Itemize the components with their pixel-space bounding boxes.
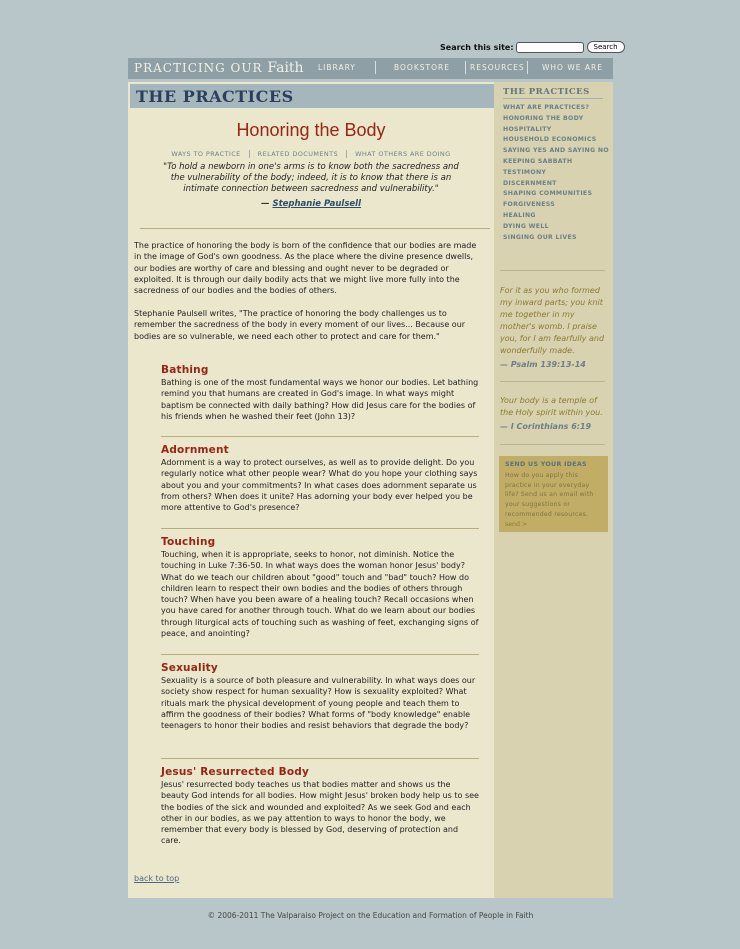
sidebar bbox=[494, 82, 613, 898]
back-to-top-link[interactable]: back to top bbox=[134, 874, 180, 883]
practices-list bbox=[503, 103, 609, 243]
page-title: Honoring the Body bbox=[236, 120, 386, 140]
sidebar-item-forgiveness[interactable]: FORGIVENESS bbox=[503, 201, 555, 209]
send-ideas-box bbox=[499, 456, 608, 532]
subnav-ways-to-practice[interactable]: WAYS TO PRACTICE bbox=[171, 150, 241, 158]
divider bbox=[161, 528, 479, 529]
footer-copyright: © 2006-2011 The Valparaiso Project on the Education and Formation of People in Faith bbox=[207, 911, 534, 920]
scripture-reference: — I Corinthians 6:19 bbox=[500, 422, 592, 431]
practice-section-resurrected-body bbox=[161, 766, 479, 847]
banner-title: THE PRACTICES bbox=[136, 87, 294, 106]
site-logo[interactable] bbox=[134, 60, 304, 76]
practice-section-touching bbox=[161, 536, 479, 639]
quote-author-link[interactable]: Stephanie Paulsell bbox=[272, 199, 362, 209]
ideas-heading: SEND US YOUR IDEAS bbox=[505, 461, 587, 468]
site-search bbox=[440, 40, 618, 54]
nav-bookstore[interactable]: BOOKSTORE bbox=[394, 63, 450, 72]
intro-paragraph: Stephanie Paulsell writes, "The practice of honoring the body challenges us to remember the sacredness of the body in every moment of our lives... Because our bodies are so vulnerable, we need each other to protect and care for them." bbox=[134, 309, 466, 341]
section-body: Bathing is one of the most fundamental ways we honor our bodies. Let bathing remind you that humans are created in God's image. In what ways might baptism be connected with daily bathing? How did Jesus care for the bodies of his friends when he washed their feet (John 13)? bbox=[161, 378, 479, 421]
send-link[interactable]: send > bbox=[505, 521, 528, 528]
section-body: Sexuality is a source of both pleasure and vulnerability. In what ways does our society show respect for human sexuality? How is sexuality exploited? What rituals mark the physical development of young people and teach them to affirm the goodness of their bodies? What forms of "body knowledge" enable teenagers to honor their bodies and resist behaviors that degrade the body? bbox=[161, 676, 476, 731]
sidebar-item-household-economics[interactable]: HOUSEHOLD ECONOMICS bbox=[503, 136, 597, 144]
sidebar-divider bbox=[500, 381, 605, 382]
search-button[interactable]: Search bbox=[587, 41, 625, 53]
sub-nav bbox=[128, 150, 494, 158]
section-banner bbox=[130, 84, 494, 108]
epigraph-quote: "To hold a newborn in one's arms is to know both the sacredness and the vulnerability of the body; indeed, it is to know that there is an intimate connection between sacredness and vulnerability." bbox=[163, 162, 459, 194]
sidebar-item-honoring-the-body[interactable]: HONORING THE BODY bbox=[503, 114, 584, 122]
sidebar-item-dying-well[interactable]: DYING WELL bbox=[503, 222, 549, 230]
quote-attribution bbox=[128, 199, 494, 209]
main-content bbox=[128, 82, 494, 898]
section-title: Sexuality bbox=[161, 662, 218, 674]
sidebar-divider bbox=[500, 270, 605, 271]
sidebar-item-singing-our-lives[interactable]: SINGING OUR LIVES bbox=[503, 233, 577, 241]
sidebar-item-saying-yes-and-no[interactable]: SAYING YES AND SAYING NO bbox=[503, 147, 609, 155]
section-title: Bathing bbox=[161, 364, 209, 376]
section-body: Adornment is a way to protect ourselves, as well as to provide delight. Do you regularly notice what other people wear? What do you hope your clothing says about you and your commitments? In what cases does adornment separate us from others? When does it unite? Has adorning your body ever helped you be more attentive to God's presence? bbox=[161, 458, 478, 513]
top-nav bbox=[128, 58, 613, 79]
divider bbox=[161, 758, 479, 759]
search-input[interactable] bbox=[516, 42, 584, 53]
quote-dash: — bbox=[260, 199, 273, 209]
sidebar-item-what-are-practices[interactable]: WHAT ARE PRACTICES? bbox=[503, 104, 590, 111]
sidebar-item-discernment[interactable]: DISCERNMENT bbox=[503, 179, 557, 187]
sidebar-item-testimony[interactable]: TESTIMONY bbox=[503, 168, 547, 176]
search-label: Search this site: bbox=[440, 42, 514, 52]
nav-divider bbox=[465, 61, 466, 74]
logo-text: PRACTICING OUR bbox=[134, 61, 268, 75]
sidebar-item-shaping-communities[interactable]: SHAPING COMMUNITIES bbox=[503, 190, 593, 198]
sidebar-item-healing[interactable]: HEALING bbox=[503, 211, 536, 219]
section-body: Touching, when it is appropriate, seeks to honor, not diminish. Notice the touching in Luke 7:36-50. In what ways does the woman honor Jesus' body? What do we teach our children about "good" touch and "bad" touch? How do children learn to respect their own bodies and the bodies of others through touch? When have you been aware of a healing touch? Recall occasions when you have cared for another through touch. What do we learn about our bodies through liturgical acts of touching such as washing of feet, exchanging signs of peace, and anointing? bbox=[161, 550, 479, 639]
practice-section-adornment bbox=[161, 444, 479, 513]
nav-who-we-are[interactable]: WHO WE ARE bbox=[542, 63, 603, 72]
sidebar-item-hospitality[interactable]: HOSPITALITY bbox=[503, 125, 552, 133]
divider bbox=[161, 436, 479, 437]
subnav-what-others-are-doing[interactable]: WHAT OTHERS ARE DOING bbox=[346, 150, 459, 158]
section-title: Touching bbox=[161, 536, 216, 548]
sidebar-item-keeping-sabbath[interactable]: KEEPING SABBATH bbox=[503, 157, 573, 165]
scripture-reference: — Psalm 139:13-14 bbox=[500, 360, 586, 369]
section-title: Jesus' Resurrected Body bbox=[161, 766, 309, 778]
sidebar-divider bbox=[500, 444, 605, 445]
sidebar-heading: THE PRACTICES bbox=[503, 87, 603, 99]
practice-section-sexuality bbox=[161, 662, 479, 731]
ideas-body: How do you apply this practice in your everyday life? Send us an email with your suggestions or recommended resources. bbox=[505, 472, 594, 518]
divider bbox=[140, 228, 490, 229]
logo-faith: Faith bbox=[267, 60, 304, 76]
nav-resources[interactable]: RESOURCES bbox=[470, 63, 525, 72]
scripture-verse: For it as you who formed my inward parts; you knit me together in my mother's womb. I praise you, for I am fearfully and wonderfully made. bbox=[500, 286, 605, 355]
section-body: Jesus' resurrected body teaches us that bodies matter and shows us the beauty God intends for all bodies. How might Jesus' broken body help us to see the bodies of the sick and wounded and exploited? As we seek God and each other in our bodies, as we pay attention to ways to honor the body, we remember that every body is blessed by God, deserving of protection and care. bbox=[161, 780, 479, 846]
subnav-related-documents[interactable]: RELATED DOCUMENTS bbox=[249, 150, 346, 158]
intro-paragraph: The practice of honoring the body is born of the confidence that our bodies are made in the image of God's own goodness. As the place where the divine presence dwells, our bodies are worthy of care and blessing and ought never to be degraded or exploited. It is through our daily bodily acts that we might live more fully into the sacredness of our bodies and the bodies of others. bbox=[134, 241, 477, 296]
nav-divider bbox=[375, 61, 376, 74]
nav-divider bbox=[527, 61, 528, 74]
nav-library[interactable]: LIBRARY bbox=[318, 63, 356, 72]
divider bbox=[161, 654, 479, 655]
scripture-verse: Your body is a temple of the Holy spirit within you. bbox=[500, 396, 603, 417]
practice-section-bathing bbox=[161, 364, 479, 422]
section-title: Adornment bbox=[161, 444, 229, 456]
